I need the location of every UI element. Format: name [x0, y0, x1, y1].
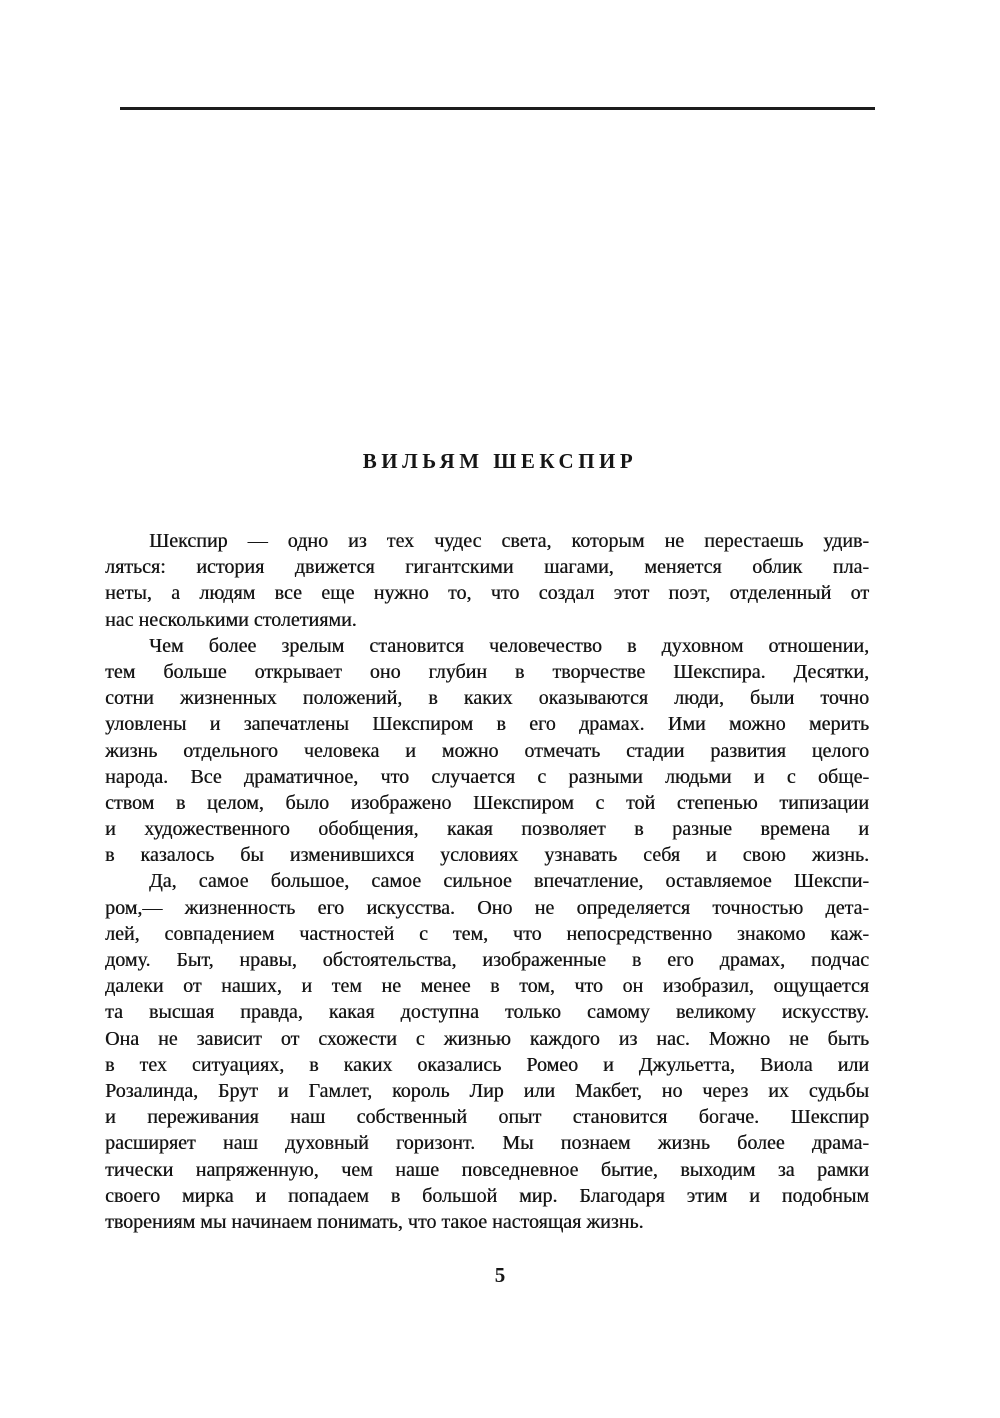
- page-title: ВИЛЬЯМ ШЕКСПИР: [362, 449, 638, 473]
- text-line: Она не зависит от схожести с жизнью каждого из нас. Можно не быть: [105, 1027, 869, 1050]
- text-line: Да, самое большое, самое сильное впечатление, оставляемое Шекспи-: [149, 870, 869, 893]
- text-line: нас несколькими столетиями.: [105, 608, 357, 631]
- text-line: и художественного обобщения, какая позволяет в разные времена и: [105, 818, 869, 841]
- text-line: Шекспир — одно из тех чудес света, которым не перестаешь удив-: [149, 530, 869, 552]
- text-line: расширяет наш духовный горизонт. Мы познаем жизнь более драма-: [105, 1132, 869, 1155]
- text-line: творениям мы начинаем понимать, что такое настоящая жизнь.: [105, 1210, 644, 1233]
- text-line: и переживания наш собственный опыт становится богаче. Шекспир: [105, 1106, 869, 1129]
- text-line: неты, а людям все еще нужно то, что создал этот поэт, отделенный от: [105, 582, 869, 605]
- text-line: ством в целом, было изображено Шекспиром с той степенью типизации: [105, 791, 869, 814]
- body-text: [105, 528, 869, 1235]
- paragraph-2: [105, 633, 869, 869]
- text-line: ляться: история движется гигантскими шагами, меняется облик пла-: [105, 556, 869, 579]
- text-line: народа. Все драматичное, что случается с разными людьми и с обще-: [105, 765, 869, 788]
- page-number: 5: [494, 1263, 506, 1287]
- text-line: тически напряженную, чем наше повседневное бытие, выходим за рамки: [105, 1158, 869, 1181]
- text-line: ром,— жизненность его искусства. Оно не определяется точностью дета-: [105, 896, 869, 919]
- text-line: далеки от наших, и тем не менее в том, что он изобразил, ощущается: [105, 975, 869, 998]
- paragraph-3: [105, 868, 869, 1235]
- text-line: уловлены и запечатлены Шекспиром в его драмах. Ими можно мерить: [105, 713, 869, 736]
- text-line: жизнь отдельного человека и можно отмечать стадии развития целого: [105, 739, 869, 762]
- text-line: Розалинда, Брут и Гамлет, король Лир или Макбет, но через их судьбы: [105, 1079, 869, 1102]
- text-line: Чем более зрелым становится человечество в духовном отношении,: [149, 634, 869, 657]
- text-line: лей, совпадением частностей с тем, что непосредственно знакомо каж-: [105, 922, 869, 945]
- text-line: в казалось бы изменившихся условиях узнавать себя и свою жизнь.: [105, 844, 869, 867]
- text-line: дому. Быт, нравы, обстоятельства, изображенные в его драмах, подчас: [105, 949, 869, 971]
- text-line: тем больше открывает оно глубин в творчестве Шекспира. Десятки,: [105, 660, 869, 683]
- paragraph-1: [105, 528, 869, 633]
- top-rule: [120, 107, 875, 110]
- text-line: в тех ситуациях, в каких оказались Ромео и Джульетта, Виола или: [105, 1053, 869, 1076]
- text-line: своего мирка и попадаем в большой мир. Благодаря этим и подобным: [105, 1184, 869, 1207]
- text-line: сотни жизненных положений, в каких оказываются люди, были точно: [105, 687, 869, 710]
- text-line: та высшая правда, какая доступна только самому великому искусству.: [105, 1001, 869, 1024]
